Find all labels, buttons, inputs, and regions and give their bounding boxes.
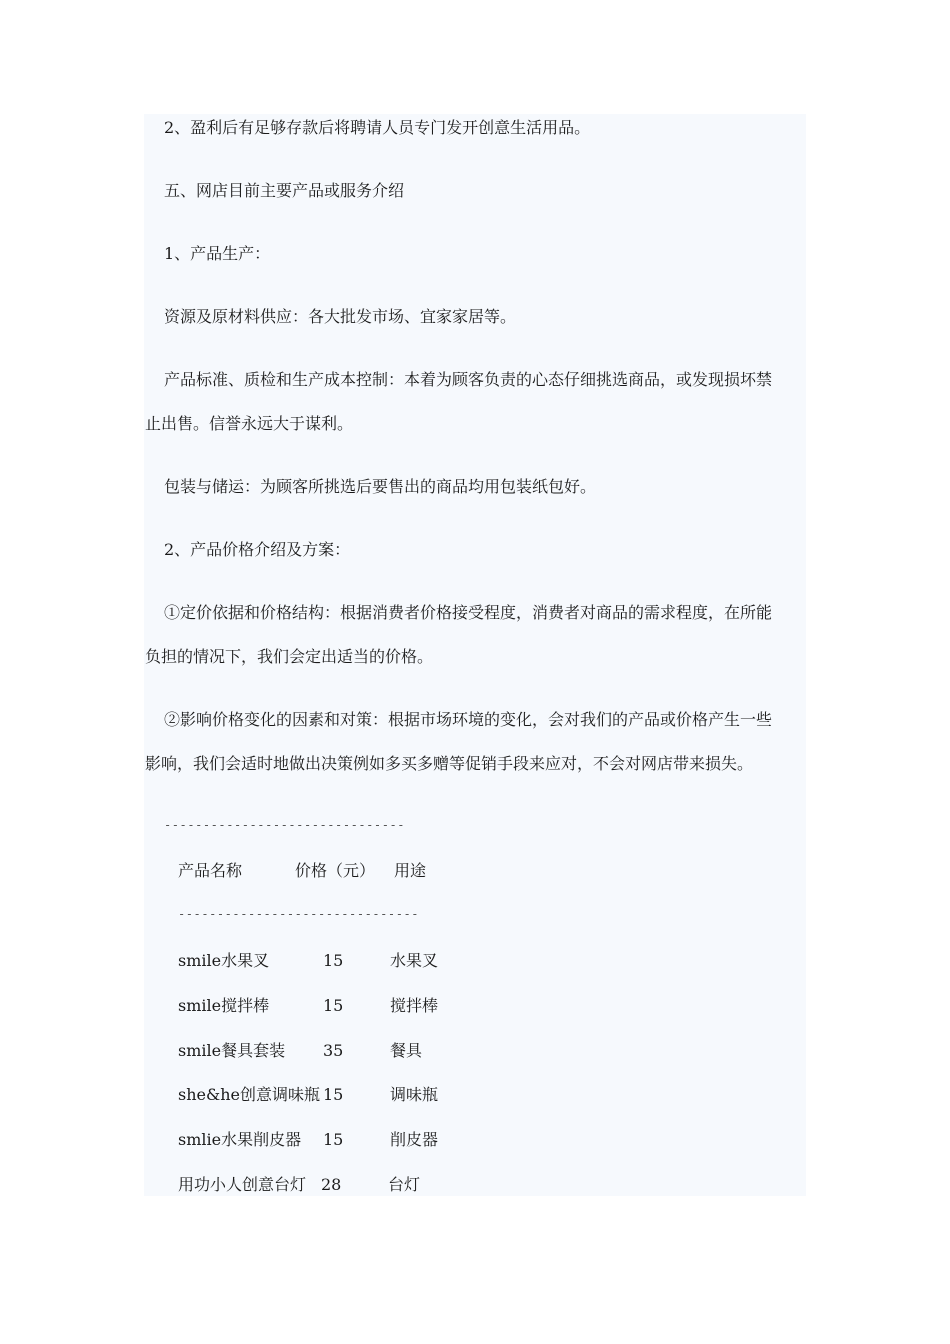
paragraph-supply: 资源及原材料供应：各大批发市场、宜家家居等。 bbox=[164, 307, 517, 326]
paragraph-quality-line1: 产品标准、质检和生产成本控制：本着为顾客负责的心态仔细挑选商品，或发现损坏禁 bbox=[164, 370, 773, 389]
table-cell-price: 15 bbox=[323, 1130, 344, 1149]
table-header-use: 用途 bbox=[394, 861, 427, 880]
table-cell-name: smlie水果削皮器 bbox=[178, 1130, 302, 1149]
table-cell-name: she&he创意调味瓶 bbox=[178, 1085, 321, 1104]
paragraph-price-factors-line2: 影响，我们会适时地做出决策例如多买多赠等促销手段来应对，不会对网店带来损失。 bbox=[145, 754, 754, 773]
paragraph-hiring-plan: 2、盈利后有足够存款后将聘请人员专门发开创意生活用品。 bbox=[164, 118, 591, 137]
paragraph-price-factors-line1: ②影响价格变化的因素和对策：根据市场环境的变化，会对我们的产品或价格产生一些 bbox=[164, 710, 773, 729]
table-cell-name: smile水果叉 bbox=[178, 951, 270, 970]
table-cell-name: 用功小人创意台灯 bbox=[178, 1175, 307, 1194]
table-cell-use: 削皮器 bbox=[390, 1130, 439, 1149]
section-heading-products: 五、网店目前主要产品或服务介绍 bbox=[164, 181, 405, 200]
table-cell-use: 台灯 bbox=[388, 1175, 421, 1194]
table-cell-price: 15 bbox=[323, 1085, 344, 1104]
paragraph-packaging: 包装与储运：为顾客所挑选后要售出的商品均用包装纸包好。 bbox=[164, 477, 597, 496]
table-cell-name: smile餐具套装 bbox=[178, 1041, 286, 1060]
table-cell-price: 15 bbox=[323, 996, 344, 1015]
table-header-name: 产品名称 bbox=[178, 861, 243, 880]
table-cell-use: 水果叉 bbox=[390, 951, 439, 970]
subheading-production: 1、产品生产： bbox=[164, 244, 271, 263]
table-divider-top: ------------------------------- bbox=[164, 818, 406, 832]
table-cell-price: 28 bbox=[321, 1175, 342, 1194]
subheading-pricing: 2、产品价格介绍及方案： bbox=[164, 540, 351, 559]
table-cell-price: 35 bbox=[323, 1041, 344, 1060]
table-cell-price: 15 bbox=[323, 951, 344, 970]
table-cell-use: 餐具 bbox=[390, 1041, 423, 1060]
table-cell-use: 调味瓶 bbox=[390, 1085, 439, 1104]
table-cell-use: 搅拌棒 bbox=[390, 996, 439, 1015]
table-cell-name: smile搅拌棒 bbox=[178, 996, 270, 1015]
paragraph-pricing-basis-line2: 负担的情况下，我们会定出适当的价格。 bbox=[145, 647, 434, 666]
paragraph-quality-line2: 止出售。信誉永远大于谋利。 bbox=[145, 414, 354, 433]
table-header-price: 价格（元） bbox=[295, 861, 376, 880]
paragraph-pricing-basis-line1: ①定价依据和价格结构：根据消费者价格接受程度，消费者对商品的需求程度，在所能 bbox=[164, 603, 773, 622]
table-divider-header: ------------------------------- bbox=[178, 907, 420, 921]
